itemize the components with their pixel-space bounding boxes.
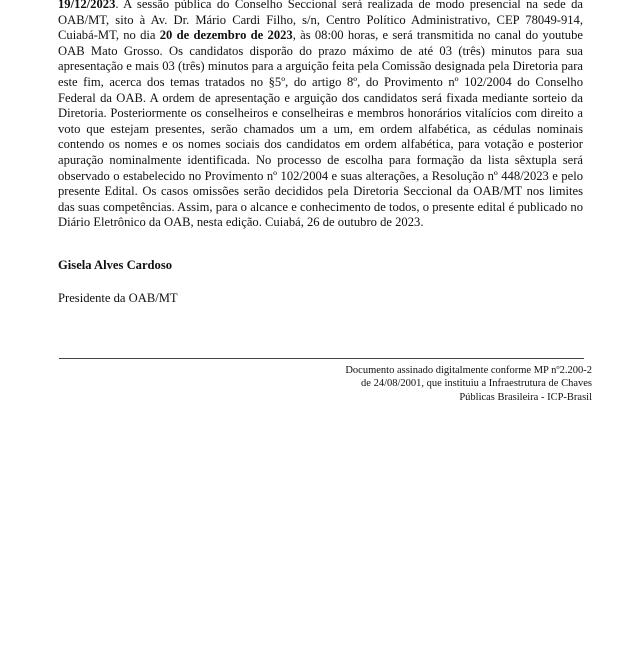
footer-divider (59, 358, 584, 359)
notice-text-part1: . A sessão pública do Conselho Seccional será realizada de modo presencial na sede da OAB/MT, sito à Av. Dr. Mário Cardi Filho, s/n, Centro Político Administrativo, CEP 78049-914, Cuiabá-MT, no dia (58, 0, 583, 43)
signer-role: Presidente da OAB/MT (58, 291, 178, 305)
footer-line-2: de 24/08/2001, que instituiu a Infraestrutura de Chaves (361, 378, 592, 390)
signer-name: Gisela Alves Cardoso (58, 258, 173, 272)
footer-line-3: Públicas Brasileira - ICP-Brasil (459, 391, 592, 403)
footer-line-1: Documento assinado digitalmente conforme MP nº2.200-2 (345, 365, 592, 376)
notice-paragraph (58, 0, 583, 231)
notice-text-part2: , às 08:00 horas, e será transmitida no canal do youtube OAB Mato Grosso. Os candidatos disporão do prazo máximo de até 03 (três) minutos para sua apresentação e mais 03 (três) minutos para a arguição feita pela Comissão designada pela Diretoria para este fim, acerca dos temas tratados no §5º, do artigo 8º, do Provimento nº 102/2004 do Conselho Federal da OAB. A ordem de apresentação e arguição dos candidatos será fixada mediante sorteio da Diretoria. Posteriormente os conselheiros e conselheiras e membros honorários vitalícios com direito a voto que estejam presentes, serão chamados um a um, em ordem alfabética, as cédulas nominais contendo os nomes e os nomes sociais dos candidatos em ordem alfabética, para votação e posterior apuração nominalmente identificada. No processo de escolha para formação da lista sêxtupla será observado o estabelecido no Provimento nº 102/2004 e suas alterações, a Resolução nº 448/2023 e pelo presente Edital. Os casos omissões serão decididos pela Diretoria Seccional da OAB/MT nos limites das suas competências. Assim, para o alcance e conhecimento de todos, o presente edital é publicado no Diário Eletrônico da OAB, nesta edição. Cuiabá, 26 de outubro de 2023. (58, 28, 583, 230)
session-date: 20 de dezembro de 2023 (159, 28, 293, 43)
deadline-date: 19/12/2023 (58, 0, 116, 11)
digital-signature-footer (292, 364, 592, 404)
